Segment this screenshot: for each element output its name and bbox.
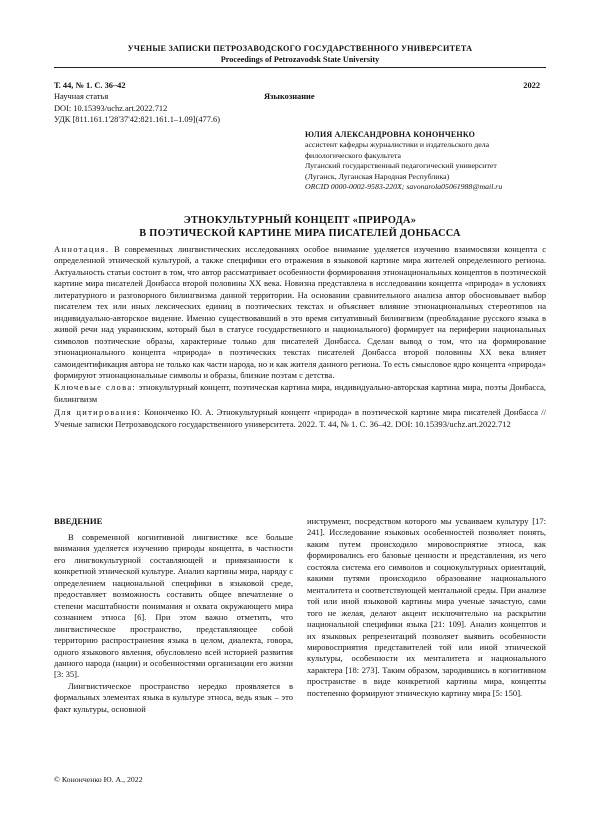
abstract bbox=[54, 244, 546, 381]
article-type: Научная статья bbox=[54, 92, 109, 102]
abstract-label: Аннотация. bbox=[54, 244, 110, 254]
citation-label: Для цитирования: bbox=[54, 407, 142, 418]
header-rule bbox=[54, 67, 546, 68]
citation-text: Кононченко Ю. А. Этнокультурный концепт «природа» в поэтической картине мира писателей Донбасса // Ученые записки Петрозаводского государственного университета. 2022. Т. 44, № 1. С. 36–42. DOI: 10.15393/uchz.art.2022.712 bbox=[54, 407, 547, 429]
paragraph: В современной когнитивной лингвистике все больше внимания уделяется изучению природы концепта, в частности его лингвокультурной составляющей и привязанности к конкретной этнической культуре. Анализ картины мира, наряду с определением национальной специфики в языковой среде, предоставляет возможность составить общее впечатление о степени масштабности понимания и охвата окружающего мира сознанием этноса [6]. При этом важно отметить, что лингвистическое пространство, представляющее собой территорию распространения языка в целом, диалекта, говора, одного языкового явления, обусловлено всей историей развития данного народа (нации) и особенностями организации его жизни [3: 35]. bbox=[54, 532, 293, 680]
author-affiliation-line: ассистент кафедры журналистики и издательского дела bbox=[305, 140, 490, 150]
keywords-label: Ключевые слова: bbox=[54, 382, 137, 393]
author-affiliation-line: филологического факультета bbox=[305, 150, 401, 160]
citation bbox=[54, 407, 546, 430]
author-affiliation-line: (Луганск, Луганская Народная Республика) bbox=[305, 171, 450, 181]
author-name: ЮЛИЯ АЛЕКСАНДРОВНА КОНОНЧЕНКО bbox=[305, 130, 476, 139]
copyright: © Кононченко Ю. А., 2022 bbox=[54, 775, 143, 784]
journal-title-en: Proceedings of Petrozavodsk State University bbox=[220, 55, 380, 64]
title-line: В ПОЭТИЧЕСКОЙ КАРТИНЕ МИРА ПИСАТЕЛЕЙ ДОНБАССА bbox=[139, 228, 461, 239]
doi: DOI: 10.15393/uchz.art.2022.712 bbox=[54, 103, 168, 113]
journal-title: УЧЕНЫЕ ЗАПИСКИ ПЕТРОЗАВОДСКОГО ГОСУДАРСТВЕННОГО УНИВЕРСИТЕТА bbox=[127, 44, 473, 53]
author-affiliation-line: Луганский государственный педагогический университет bbox=[305, 161, 497, 171]
keywords-text: этнокультурный концепт, поэтическая картина мира, индивидуально-авторская картина мира, поэты Донбасса, билингвизм bbox=[54, 382, 547, 404]
abstract-text: В современных лингвистических исследованиях особое внимание уделяется изучению взаимосвязи концепта с определенной этнической культурой, а также специфики его отражения в языковой картине мира жителей определенного региона. Актуальность статьи состоит в том, что автор рассматривает особенности формирования этнонациональных концептов в поэтической картине мира писателей Донбасса второй половины XX века. Новизна представлена в исследовании концепта «природа» в условиях литературного и разговорного билингвизма данной территории. На основании сравнительного анализа автор обосновывает выбор писателем тех или иных лексических единиц в поэтических текстах и объясняет влияние этнонациональных стереотипов на индивидуально-авторское видение. Именно существовавший в это время ситуативный билингвизм (преобладание русского языка в живой речи над украинским, который был в статусе государственного и национального) формирует на периферии национальных символов поэтические образы, характерные только для писателей Донбасса. Сделан вывод о том, что на формирование этнонационального концепта «природа» в поэтических текстах писателей Донбасса второй половины XX века влияет самоидентификация автора не только как части народа, но и как жителя данного региона. То есть смысловое ядро концепта «природа» формируют этнонациональные символы и образы, близкие поэтам с детства. bbox=[54, 244, 546, 380]
column-left bbox=[54, 532, 293, 715]
paragraph: Лингвистическое пространство нередко проявляется в формальных элементах языка в культуре этноса, ведь язык – это факт культуры, основной bbox=[54, 680, 293, 714]
discipline: Языкознание bbox=[264, 92, 315, 102]
author-block bbox=[305, 130, 550, 192]
column-right bbox=[307, 516, 546, 699]
abstract-block bbox=[54, 244, 546, 430]
paragraph: инструмент, посредством которого мы усваиваем культуру [17: 241]. Исследование языковых особенностей позволяет понять, каким путем происходило мировосприятие этноса, как формировались его базовые ценности и представления, из чего состояла система его символов и социокультурных ориентаций, какими путями происходило образование национального менталитета и соответствующей ментальной среды. При анализе той или иной языковой картины мира ученые зачастую, сами того не желая, делают акцент исключительно на раскрытии национальной специфики языка [21: 109]. Анализ концептов и их языковых репрезентаций позволяет выявить особенности мировосприятия представителей той или иной этнической культуры, особенности их менталитета и национального характера [18: 273]. Таким образом, зародившись в когнитивном пространстве в виде конкретной картины мира, концепты постепенно формируют этническую картину мира [5: 150]. bbox=[307, 516, 546, 698]
section-heading: ВВЕДЕНИЕ bbox=[54, 516, 103, 526]
keywords bbox=[54, 382, 546, 405]
article-meta bbox=[54, 80, 546, 126]
author-orcid: ORCID 0000-0002-9583-220X; savonarola05061988@mail.ru bbox=[305, 182, 503, 192]
article-title bbox=[54, 214, 546, 240]
year: 2022 bbox=[523, 81, 540, 90]
udc: УДК [811.161.1'28'37'42:821.161.1–1.09](477.6) bbox=[54, 115, 220, 125]
title-line: ЭТНОКУЛЬТУРНЫЙ КОНЦЕПТ «ПРИРОДА» bbox=[183, 215, 417, 226]
volume-info: Т. 44, № 1. С. 36–42 bbox=[54, 81, 126, 90]
